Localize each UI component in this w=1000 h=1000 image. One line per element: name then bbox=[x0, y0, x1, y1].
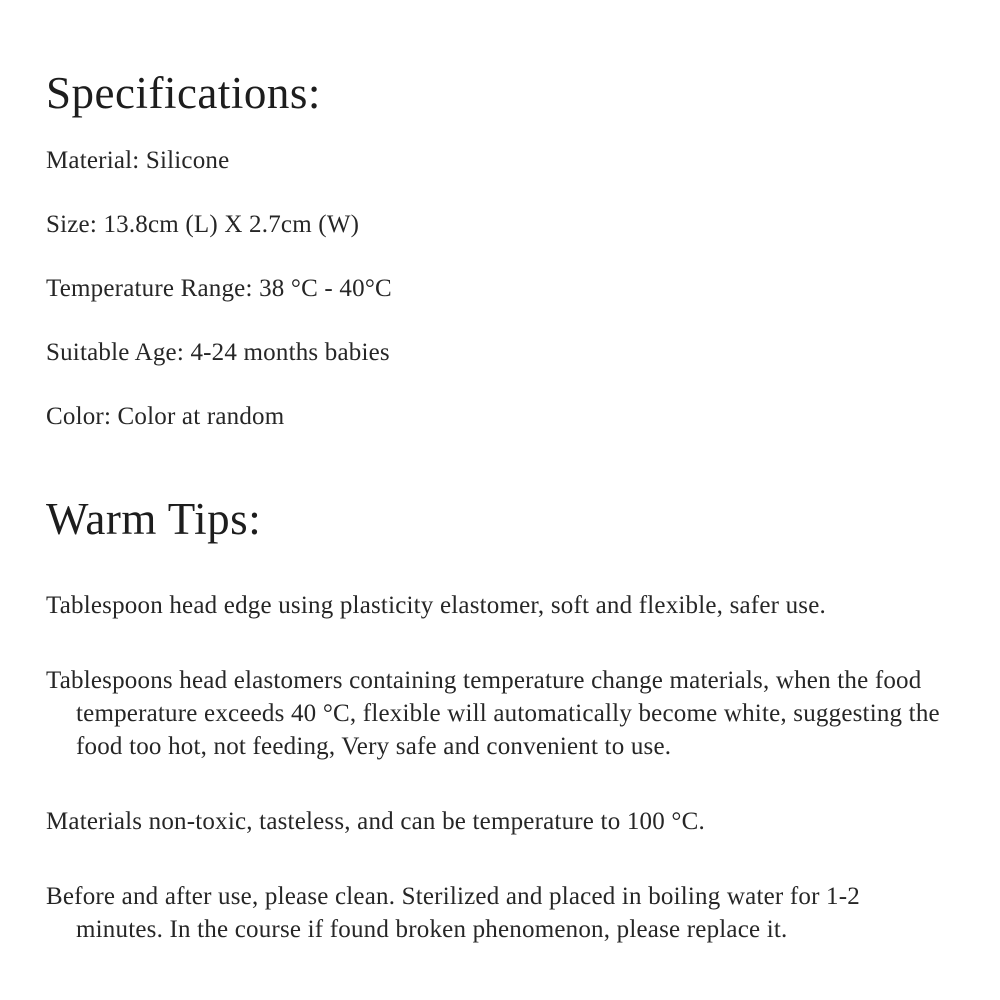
spec-item-material: Material: Silicone bbox=[46, 147, 230, 175]
spec-item-temperature-range: Temperature Range: 38 °C - 40°C bbox=[46, 275, 392, 303]
spec-item-suitable-age: Suitable Age: 4-24 months babies bbox=[46, 339, 390, 367]
tip-paragraph-cleaning: Before and after use, please clean. Sterilized and placed in boiling water for 1-2 minutes. In the course if found broken phenomenon, please replace it. bbox=[46, 882, 860, 943]
tip-paragraph-temperature-change: Tablespoons head elastomers containing temperature change materials, when the food temperature exceeds 40 °C, flexible will automatically become white, suggesting the food too hot, not feeding, Very safe and convenient to use. bbox=[46, 666, 940, 760]
specifications-heading: Specifications: bbox=[46, 68, 321, 118]
tip-paragraph-elastomer-edge: Tablespoon head edge using plasticity elastomer, soft and flexible, safer use. bbox=[46, 591, 826, 619]
spec-item-size: Size: 13.8cm (L) X 2.7cm (W) bbox=[46, 211, 360, 239]
warm-tips-heading: Warm Tips: bbox=[46, 494, 262, 545]
spec-item-color: Color: Color at random bbox=[46, 403, 285, 431]
warm-tips-list bbox=[46, 589, 948, 946]
tip-paragraph-non-toxic: Materials non-toxic, tasteless, and can be temperature to 100 °C. bbox=[46, 807, 705, 835]
specifications-list bbox=[46, 146, 948, 432]
